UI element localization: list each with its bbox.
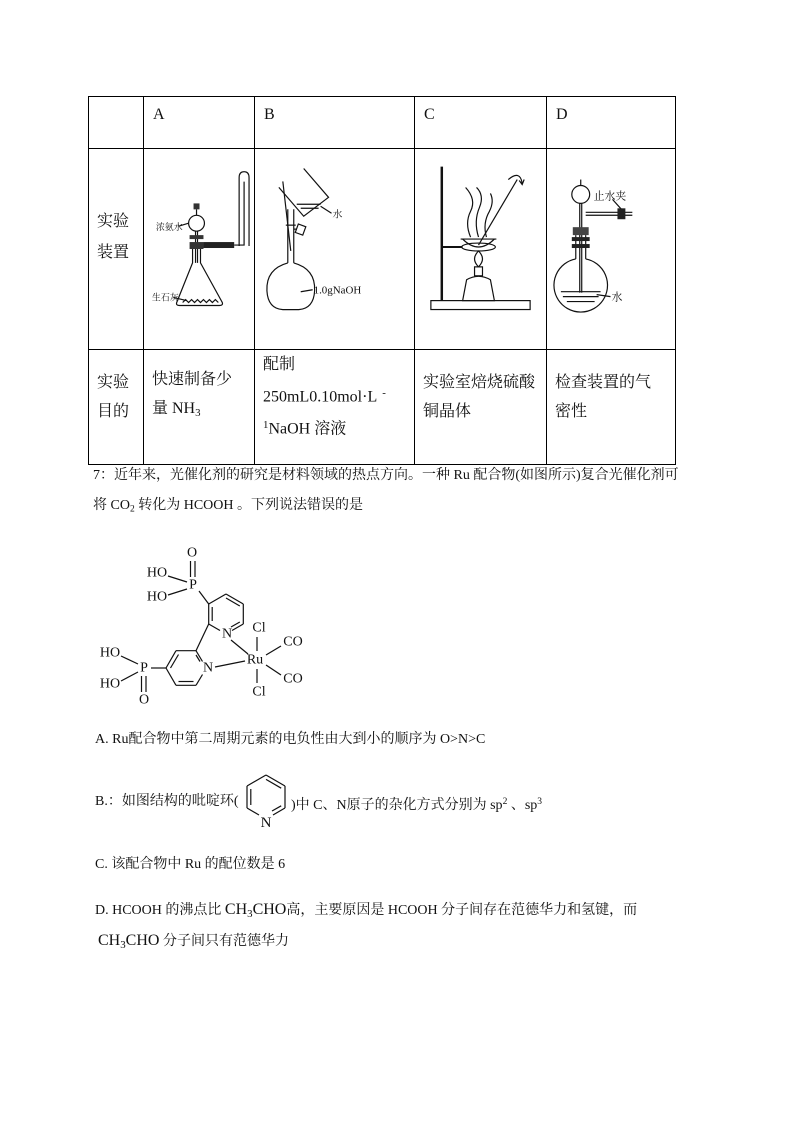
bond: [168, 589, 187, 595]
atom-cl-top: Cl: [252, 620, 266, 636]
row-label-line: 目的: [97, 402, 130, 420]
bond: [166, 651, 176, 668]
option-text: 、sp: [507, 797, 538, 813]
alcohol-lamp: [463, 276, 495, 300]
apparatus-c-drawing: [415, 149, 546, 349]
option-text: 高，主要原因是 HCOOH 分子间存在范德华力和氢键，而: [286, 903, 638, 918]
label-reagent: 浓氨水: [155, 222, 183, 233]
pyridine-ring: [240, 768, 296, 834]
option-text: 分子间只有范德华力: [159, 934, 289, 949]
purpose-line: 检查装置的气: [555, 373, 652, 391]
option-b-prefix: B.：如图结构的吡啶环(: [95, 794, 239, 809]
subscript: 2: [129, 504, 135, 515]
superscript: 2: [502, 797, 508, 807]
purpose-line: 实验室焙烧硫酸: [423, 373, 536, 391]
fume: [466, 187, 473, 237]
atom-n-bottom: N: [202, 660, 214, 676]
question-stem-line2: [93, 497, 363, 519]
bond: [209, 594, 226, 604]
atom-o-bottom: O: [138, 692, 150, 708]
atom-ho-3: HO: [99, 645, 121, 661]
bond: [215, 661, 245, 667]
row-label-line: 实验: [97, 213, 130, 230]
atom-ho-1: HO: [146, 565, 168, 581]
purpose-text: NaOH 溶液: [268, 420, 347, 438]
purpose-line: 密性: [555, 402, 588, 420]
purpose-text: 250mL0.10mol·L: [263, 388, 378, 406]
stem-text: 将 CO: [93, 498, 130, 513]
volumetric-flask: [267, 263, 315, 310]
purpose-line: [152, 394, 248, 428]
atom-cl-bottom: Cl: [252, 684, 266, 700]
apparatus-a-drawing: [144, 149, 254, 349]
atom-ru: Ru: [246, 652, 264, 668]
option-text: )中 C、N原子的杂化方式分别为 sp: [291, 797, 503, 813]
formula-part: CH: [224, 901, 248, 918]
funnel-stopper: [194, 203, 200, 209]
bond: [247, 808, 259, 815]
stem-text: 转化为 HCOOH 。下列说法错误的是: [134, 498, 363, 513]
purpose-line: [263, 379, 408, 411]
bond: [196, 624, 209, 651]
formula-acetaldehyde: [98, 932, 160, 952]
leader-line: [301, 290, 313, 292]
bond: [166, 668, 176, 685]
row-label-line: 装置: [97, 244, 130, 261]
separatory-funnel-bulb: [189, 215, 205, 231]
bond: [247, 775, 266, 786]
option-d-line2: [98, 931, 289, 955]
bond: [226, 598, 240, 606]
solid-reagent: [183, 300, 219, 303]
purpose-line: 配制: [263, 356, 296, 373]
glass-rod: [479, 180, 518, 246]
purpose-row: [89, 350, 676, 465]
flask-stopper: [573, 227, 589, 235]
option-d-line1: [95, 900, 637, 924]
purpose-line: [263, 411, 408, 443]
purpose-line: 铜晶体: [423, 402, 472, 420]
subscript: 3: [120, 939, 126, 952]
formula-part: CH: [98, 932, 121, 949]
header-empty: [89, 97, 144, 149]
bond: [266, 646, 281, 655]
question-stem-line1: 7：近年来，光催化剂的研究是材料领域的热点方向。一种 Ru 配合物(如图所示)复合光催化剂可: [93, 468, 679, 483]
stand-base: [431, 301, 530, 310]
header-d: D: [547, 97, 676, 149]
label-water: 水: [611, 291, 623, 304]
fume: [485, 193, 492, 237]
superscript: 1: [263, 419, 269, 432]
purpose-line: 快速制备少: [152, 371, 233, 389]
purpose-text: 量 NH: [152, 400, 196, 418]
bond: [121, 672, 138, 681]
bond: [171, 655, 179, 669]
apparatus-row: [89, 149, 676, 350]
ru-complex-structure: [90, 540, 320, 715]
flask-stopper-tag: [295, 224, 306, 235]
rubber-tube: [203, 242, 234, 248]
bond: [196, 675, 203, 686]
bond: [121, 656, 138, 664]
purpose-a: [144, 350, 255, 465]
fume: [476, 187, 481, 237]
header-b: B: [255, 97, 415, 149]
formula-acetaldehyde: [224, 901, 287, 921]
bond: [168, 576, 187, 582]
option-text: D. HCOOH 的沸点比: [95, 903, 222, 918]
apparatus-d-drawing: [547, 149, 675, 349]
flask-stopper: [190, 242, 204, 249]
purpose-d: [547, 350, 676, 465]
atom-n: N: [260, 815, 272, 831]
option-b-suffix: [291, 793, 542, 815]
purpose-row-label: [89, 350, 144, 465]
label-clamp: 止水夹: [593, 190, 627, 203]
bond: [272, 806, 281, 811]
bond: [266, 779, 281, 788]
apparatus-a: [144, 149, 255, 350]
label-solid: 生石灰: [151, 292, 179, 303]
atom-ho-2: HO: [146, 589, 168, 605]
conical-flask: [177, 248, 223, 305]
table-header-row: [89, 97, 676, 149]
pinch-clamp: [617, 208, 625, 219]
bond: [266, 665, 281, 675]
experiment-table: [88, 96, 676, 465]
label-solute: 1.0gNaOH: [313, 284, 362, 297]
bond: [209, 624, 220, 631]
atom-p-top: P: [189, 577, 197, 593]
superscript: -: [382, 387, 386, 399]
funnel-bulb: [572, 185, 590, 203]
option-c: C. 该配合物中 Ru 的配位数是 6: [95, 857, 286, 872]
bond: [199, 591, 209, 604]
atom-ho-4: HO: [99, 676, 121, 692]
ligand-co-bottom: CO: [283, 671, 303, 687]
subscript: 3: [247, 908, 253, 921]
leader-line: [321, 206, 332, 213]
option-a: A. Ru配合物中第二周期元素的电负性由大到小的顺序为 O>N>C: [95, 732, 486, 747]
stopcock: [190, 235, 204, 239]
flame: [475, 251, 483, 267]
header-c: C: [415, 97, 547, 149]
purpose-b: [255, 350, 415, 465]
formula-part: CHO: [125, 932, 160, 949]
subscript: 3: [195, 407, 201, 420]
round-flask: [554, 259, 608, 312]
apparatus-row-label: [89, 149, 144, 350]
leader-line: [597, 295, 611, 297]
header-a: A: [144, 97, 255, 149]
neck-clamp: [572, 237, 590, 241]
label-water: 水: [332, 209, 343, 221]
purpose-c: [415, 350, 547, 465]
apparatus-d: [547, 149, 676, 350]
atom-p-bottom: P: [140, 660, 148, 676]
formula-part: CHO: [252, 901, 287, 918]
glass-rod: [283, 181, 291, 251]
apparatus-b-drawing: [255, 149, 414, 349]
bond: [231, 640, 248, 654]
superscript: 3: [537, 797, 543, 807]
atom-n-top: N: [221, 626, 233, 642]
apparatus-c: [415, 149, 547, 350]
apparatus-b: [255, 149, 415, 350]
ligand-co-top: CO: [283, 634, 303, 650]
row-label-line: 实验: [97, 373, 130, 391]
atom-o-top: O: [186, 545, 198, 561]
